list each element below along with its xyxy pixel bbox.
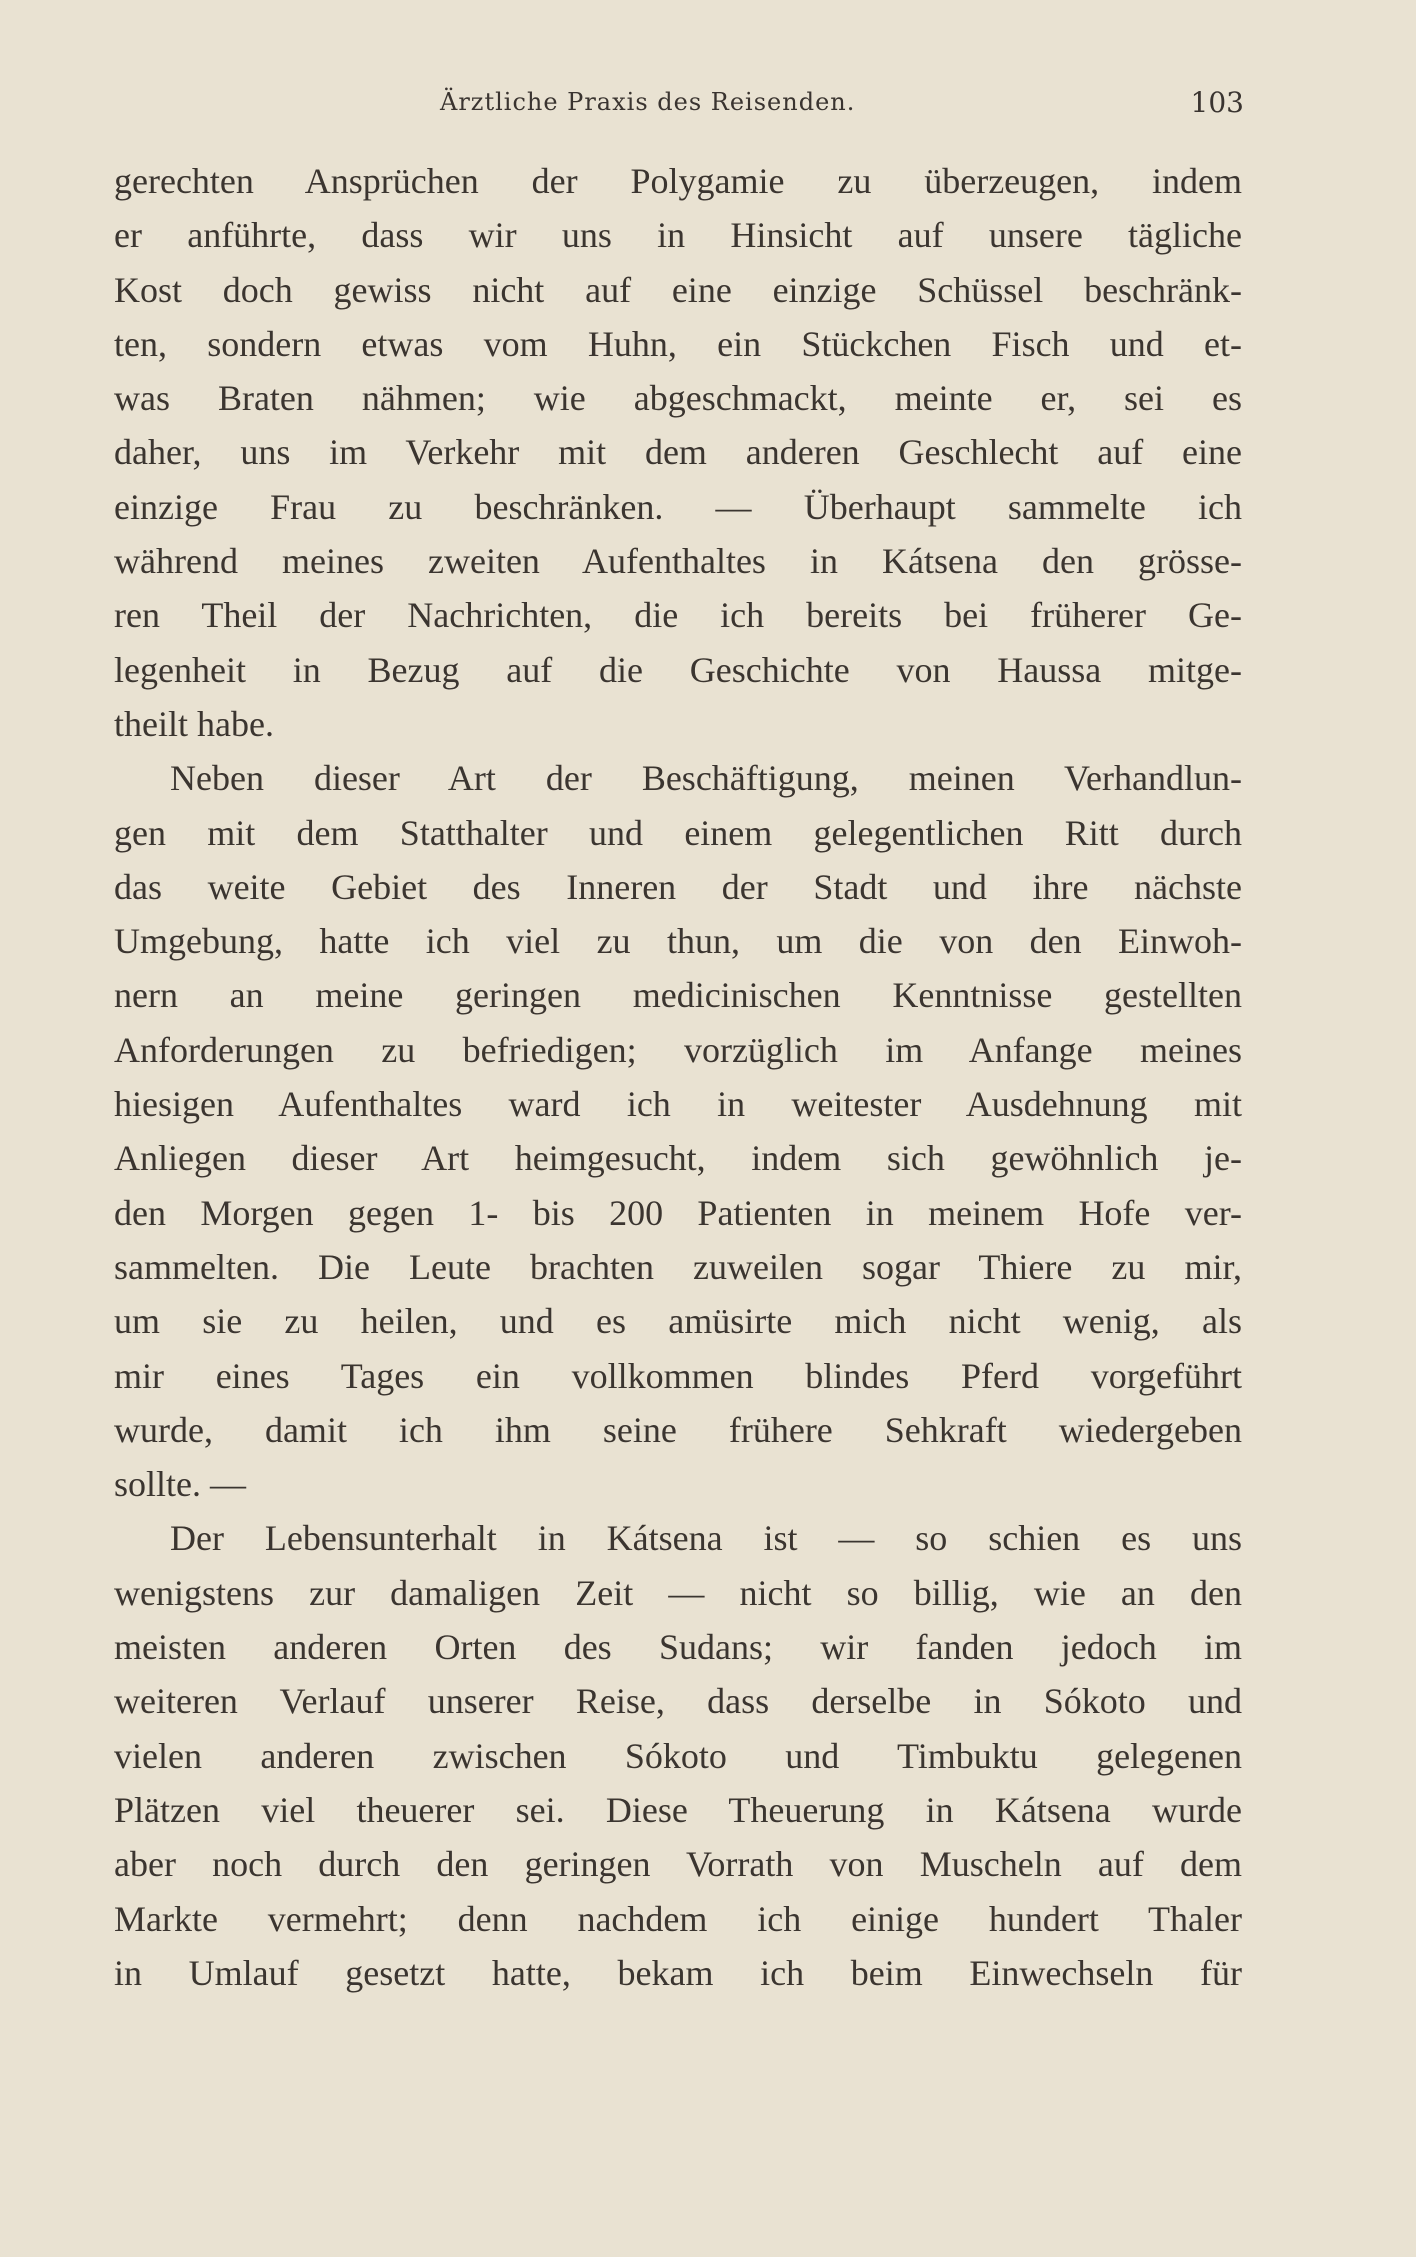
paragraph-3 — [114, 1511, 1242, 2000]
running-head: Ärztliche Praxis des Reisenden. — [440, 88, 856, 116]
text-line: theilt habe. — [114, 703, 274, 744]
text-line: ren Theil der Nachrichten, die ich bereits bei früherer Ge- — [114, 595, 1242, 636]
text-line: das weite Gebiet des Inneren der Stadt und ihre nächste — [114, 866, 1242, 907]
text-line: Kost doch gewiss nicht auf eine einzige Schüssel beschränk- — [114, 269, 1242, 310]
text-line: mir eines Tages ein vollkommen blindes Pferd vorgeführt — [114, 1355, 1242, 1396]
text-line: was Braten nähmen; wie abgeschmackt, meinte er, sei es — [114, 378, 1242, 419]
text-line: nern an meine geringen medicinischen Kenntnisse gestellten — [114, 975, 1242, 1016]
text-line: gen mit dem Statthalter und einem gelegentlichen Ritt durch — [114, 812, 1242, 853]
text-line: aber noch durch den geringen Vorrath von Muscheln auf dem — [114, 1844, 1242, 1885]
text-line: vielen anderen zwischen Sókoto und Timbuktu gelegenen — [114, 1735, 1242, 1776]
text-line: meisten anderen Orten des Sudans; wir fanden jedoch im — [114, 1627, 1242, 1668]
text-line: hiesigen Aufenthaltes ward ich in weitester Ausdehnung mit — [114, 1084, 1242, 1125]
text-line: den Morgen gegen 1- bis 200 Patienten in meinem Hofe ver- — [114, 1192, 1242, 1233]
text-line: Umgebung, hatte ich viel zu thun, um die von den Einwoh- — [114, 921, 1242, 962]
text-line: Neben dieser Art der Beschäftigung, meinen Verhandlun- — [170, 758, 1242, 799]
text-line: Anforderungen zu befriedigen; vorzüglich im Anfange meines — [114, 1029, 1242, 1070]
text-line: daher, uns im Verkehr mit dem anderen Geschlecht auf eine — [114, 432, 1242, 473]
text-line: er anführte, dass wir uns in Hinsicht auf unsere tägliche — [114, 215, 1242, 256]
text-line: legenheit in Bezug auf die Geschichte von Haussa mitge- — [114, 649, 1242, 690]
paragraph-2 — [114, 751, 1242, 1511]
text-line: ten, sondern etwas vom Huhn, ein Stückchen Fisch und et- — [114, 323, 1242, 364]
text-line: einzige Frau zu beschränken. — Überhaupt sammelte ich — [114, 486, 1242, 527]
text-line: Plätzen viel theuerer sei. Diese Theuerung in Kátsena wurde — [114, 1789, 1242, 1830]
text-line: wurde, damit ich ihm seine frühere Sehkraft wiedergeben — [114, 1409, 1242, 1450]
text-line: sammelten. Die Leute brachten zuweilen sogar Thiere zu mir, — [114, 1246, 1242, 1287]
text-line: sollte. — — [114, 1464, 246, 1505]
paragraph-1 — [114, 154, 1242, 751]
text-line: um sie zu heilen, und es amüsirte mich nicht wenig, als — [114, 1301, 1242, 1342]
text-line: während meines zweiten Aufenthaltes in Kátsena den grösse- — [114, 541, 1242, 582]
text-line: Markte vermehrt; denn nachdem ich einige hundert Thaler — [114, 1898, 1242, 1939]
text-line: wenigstens zur damaligen Zeit — nicht so billig, wie an den — [114, 1572, 1242, 1613]
text-line: Anliegen dieser Art heimgesucht, indem sich gewöhnlich je- — [114, 1138, 1242, 1179]
text-line: in Umlauf gesetzt hatte, bekam ich beim Einwechseln für — [114, 1952, 1242, 1993]
body-text — [114, 154, 1242, 2000]
text-line: gerechten Ansprüchen der Polygamie zu überzeugen, indem — [114, 161, 1242, 201]
text-line: Der Lebensunterhalt in Kátsena ist — so schien es uns — [170, 1518, 1242, 1559]
text-line: weiteren Verlauf unserer Reise, dass derselbe in Sókoto und — [114, 1681, 1242, 1722]
page-number: 103 — [1190, 86, 1244, 119]
